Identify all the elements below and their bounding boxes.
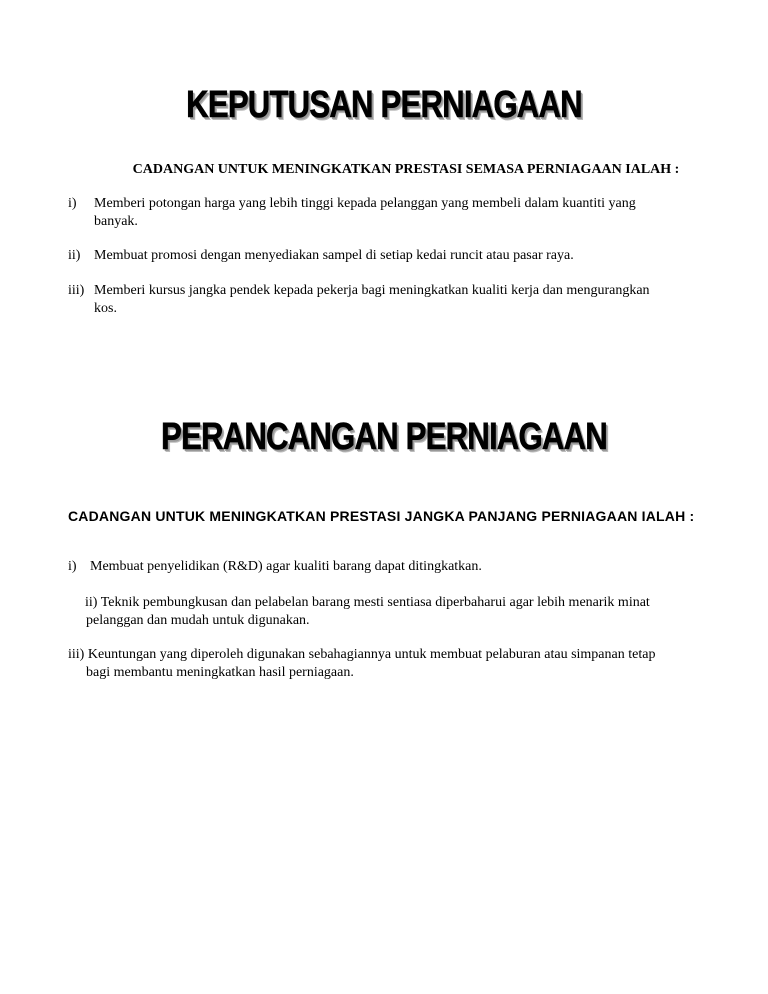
list-item [68, 195, 708, 231]
list-item-text: Membuat promosi dengan menyediakan sampel di setiap kedai runcit atau pasar raya. [94, 248, 574, 263]
list-item [68, 558, 708, 576]
list-item-text: Membuat penyelidikan (R&D) agar kualiti barang dapat ditingkatkan. [90, 559, 482, 574]
list-item-text: Memberi kursus jangka pendek kepada pekerja bagi meningkatkan kualiti kerja dan mengurangkan kos. [94, 283, 650, 316]
list-item-continuation: bagi membantu meningkatkan hasil perniagaan. [86, 665, 354, 680]
list-item [68, 282, 708, 318]
list-item-number: iii) [68, 647, 85, 662]
list-item [68, 646, 708, 682]
list-item-number: i) [68, 559, 77, 574]
list-item-text: ii) Teknik pembungkusan dan pelabelan barang mesti sentiasa diperbaharui agar lebih menarik minat [85, 595, 650, 610]
list-item-continuation: pelanggan dan mudah untuk digunakan. [86, 613, 310, 628]
section1-title: KEPUTUSAN PERNIAGAAN [186, 84, 582, 126]
list-item-number: i) [68, 196, 77, 211]
section2-heading: CADANGAN UNTUK MENINGKATKAN PRESTASI JANGKA PANJANG PERNIAGAAN IALAH : [68, 508, 695, 524]
list-item-number: ii) [68, 248, 81, 263]
list-item [68, 594, 708, 630]
list-item-text: Memberi potongan harga yang lebih tinggi kepada pelanggan yang membeli dalam kuantiti yang banyak. [94, 196, 636, 229]
section1-heading: CADANGAN UNTUK MENINGKATKAN PRESTASI SEMASA PERNIAGAAN IALAH : [132, 162, 680, 177]
list-item-number: iii) [68, 283, 85, 298]
list-item-text: iii) Keuntungan yang diperoleh digunakan sebahagiannya untuk membuat pelaburan atau simpanan tetap [68, 647, 656, 662]
list-item-number: ii) [85, 595, 98, 610]
list-item [68, 247, 708, 265]
section2-title: PERANCANGAN PERNIAGAAN [161, 416, 607, 458]
